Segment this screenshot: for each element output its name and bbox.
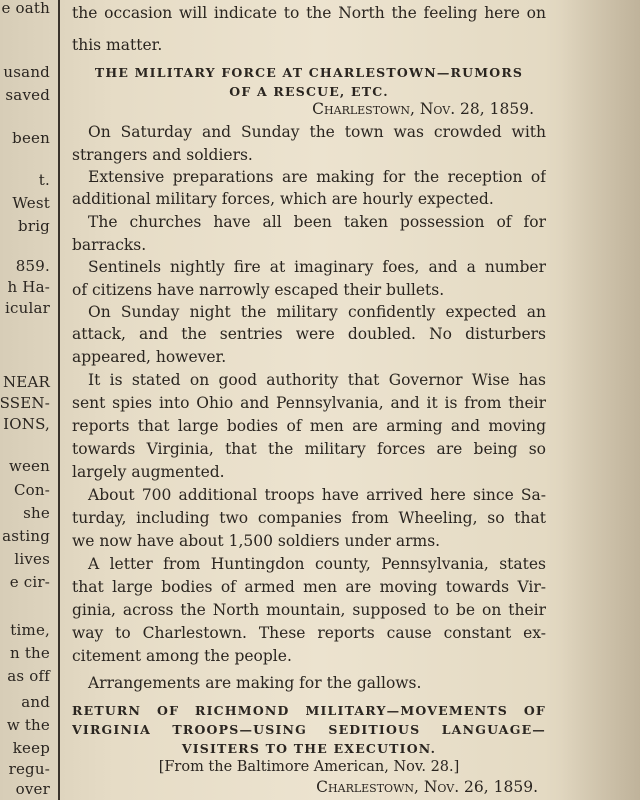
left-column-line: icular [5,299,50,317]
text-line: Sentinels nightly fire at imaginary foes, and a number [88,258,546,276]
text-line: the occasion will indicate to the North the feeling here on [72,4,546,22]
left-column-line: n the [10,644,50,662]
headline: RETURN OF RICHMOND MILITARY—MOVEMENTS OF [72,703,546,718]
text-line: this matter. [72,36,163,54]
headline: OF A RESCUE, ETC. [229,84,389,99]
left-column-line: ween [8,457,50,475]
text-line: towards Virginia, that the military forces are being so [72,440,546,458]
text-line: that large bodies of armed men are moving towards Vir- [72,578,546,596]
text-line: Extensive preparations are making for the reception of [88,168,546,186]
text-line: attack, and the sentries were doubled. No disturbers [72,325,546,343]
text-line: additional military forces, which are hourly expected. [72,190,494,208]
left-column-line: SSEN- [0,394,50,412]
headline: VIRGINIA TROOPS—USING SEDITIOUS LANGUAGE— [72,722,546,737]
text-line: reports that large bodies of men are arming and moving [72,417,546,435]
left-column-line: over [15,780,50,798]
text-line: way to Charlestown. These reports cause constant ex- [72,624,546,642]
headline: THE MILITARY FORCE AT CHARLESTOWN—RUMORS [94,65,524,80]
text-line: appeared, however. [72,348,227,366]
adjacent-column-fragment [0,0,52,800]
text-line: largely augmented. [72,463,225,481]
left-column-line: time, [10,621,50,639]
left-column-line: brig [18,217,50,235]
left-column-line: been [12,129,50,147]
dateline: Charlestown, Nov. 28, 1859. [312,100,534,118]
left-column-line: Con- [13,481,50,499]
article-column [72,0,546,800]
left-column-line: as off [7,667,50,685]
left-column-line: h Ha- [7,278,50,296]
left-column-line: IONS, [3,415,50,433]
text-line: turday, including two companies from Wheeling, so that [72,509,546,527]
left-column-line: e oath [1,0,50,17]
text-line: A letter from Huntingdon county, Pennsylvania, states [88,555,546,573]
left-column-line: e cir- [9,573,50,591]
left-column-line: saved [5,86,50,104]
text-line: About 700 additional troops have arrived here since Sa- [88,486,546,504]
source-line: [From the Baltimore American, Nov. 28.] [158,759,460,775]
text-line: The churches have all been taken possession of for [88,213,546,231]
text-line: of citizens have narrowly escaped their bullets. [72,281,445,299]
text-line: strangers and soldiers. [72,146,253,164]
left-column-line: NEAR [2,373,50,391]
left-column-line: asting [2,527,50,545]
headline: VISITERS TO THE EXECUTION. [181,741,437,756]
text-line: ginia, across the North mountain, supposed to be on their [72,601,546,619]
text-line: we now have about 1,500 soldiers under arms. [72,532,441,550]
left-column-line: keep [12,739,50,757]
column-rule [58,0,60,800]
text-line: citement among the people. [72,647,292,665]
left-column-line: w the [6,716,50,734]
left-column-line: 859. [15,257,50,275]
text-line: barracks. [72,236,147,254]
page-edge-shadow [560,0,640,800]
text-line: On Saturday and Sunday the town was crowded with [88,123,546,141]
text-line: It is stated on good authority that Governor Wise has [88,371,546,389]
left-column-line: and [21,693,50,711]
text-line: Arrangements are making for the gallows. [88,674,422,692]
text-line: sent spies into Ohio and Pennsylvania, and it is from their [72,394,546,412]
left-column-line: usand [3,63,50,81]
left-column-line: West [12,194,50,212]
left-column-line: regu- [8,760,50,778]
text-line: On Sunday night the military confidently expected an [88,303,546,321]
dateline: Charlestown, Nov. 26, 1859. [316,778,538,796]
left-column-line: t. [38,171,50,189]
left-column-line: lives [14,550,50,568]
left-column-line: she [23,504,50,522]
